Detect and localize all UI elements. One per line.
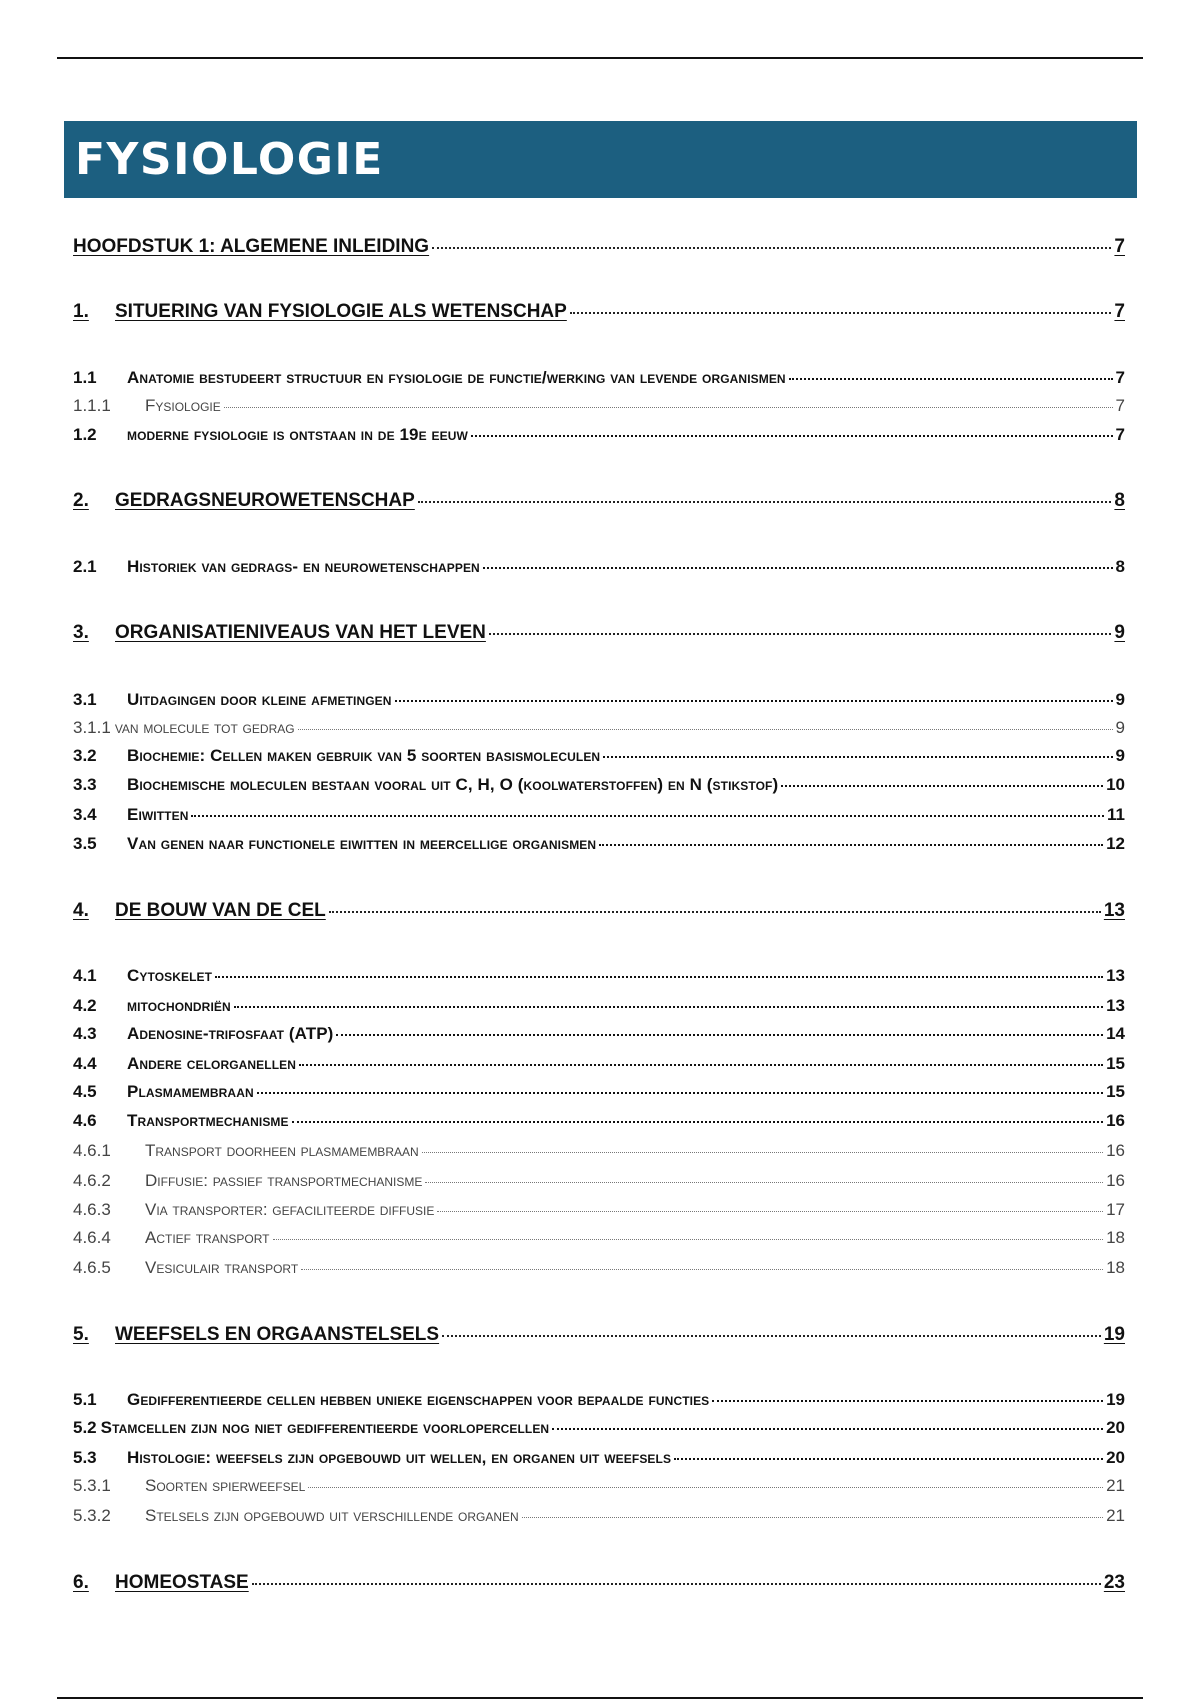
toc-entry-number: 4.6.5 [73, 1258, 111, 1277]
dot-leader [418, 501, 1112, 503]
toc-entry-title: Andere celorganellen [127, 1054, 297, 1073]
toc-entry-page: 9 [1115, 746, 1125, 765]
dot-leader [599, 844, 1103, 846]
toc-entry-page: 12 [1106, 834, 1125, 853]
toc-entry[interactable] [73, 1476, 1125, 1496]
dot-leader [299, 1064, 1103, 1066]
toc-entry[interactable] [73, 1171, 1125, 1191]
toc-entry[interactable] [73, 1506, 1125, 1526]
toc-entry-page: 20 [1106, 1418, 1125, 1437]
toc-entry-number: 3.4 [73, 805, 97, 824]
toc-entry[interactable] [73, 900, 1125, 922]
toc-entry-page: 10 [1106, 775, 1125, 794]
dot-leader [224, 407, 1113, 408]
toc-entry-title: Transport doorheen plasmamembraan [145, 1141, 419, 1160]
dot-leader [471, 435, 1113, 437]
toc-entry-number: 3.5 [73, 834, 97, 853]
toc-entry-title: Anatomie bestudeert structuur en fysiologie de functie/werking van levende organismen [127, 368, 786, 387]
toc-entry-number: 3.1.1 [73, 718, 111, 737]
toc-entry-title: Stamcellen zijn nog niet gedifferentieerde voorlopercellen [100, 1418, 550, 1437]
toc-entry-page: 15 [1106, 1054, 1125, 1073]
toc-entry-number: 4. [73, 900, 89, 921]
dot-leader [442, 1335, 1101, 1337]
toc-entry-page: 13 [1106, 966, 1125, 985]
toc-entry-title: Biochemische moleculen bestaan vooral uit C, H, O (koolwaterstoffen) en N (stikstof) [127, 775, 779, 794]
toc-entry-number: 2.1 [73, 557, 97, 576]
toc-entry-title: WEEFSELS EN ORGAANSTELSELS [115, 1324, 440, 1345]
dot-leader [489, 633, 1112, 635]
dot-leader [603, 756, 1112, 758]
dot-leader [298, 729, 1113, 730]
toc-entry-number: 1.1 [73, 368, 97, 387]
dot-leader [191, 815, 1104, 817]
toc-entry-title: Histologie: weefsels zijn opgebouwd uit wellen, en organen uit weefsels [127, 1448, 672, 1467]
toc-entry-page: 19 [1106, 1390, 1125, 1409]
toc-entry-number: 3.1 [73, 690, 97, 709]
toc-entry[interactable] [73, 396, 1125, 416]
toc-entry-page: 21 [1106, 1476, 1125, 1495]
toc-entry[interactable] [73, 746, 1125, 766]
toc-entry-title: Historiek van gedrags- en neurowetenschappen [127, 557, 480, 576]
toc-entry-page: 18 [1106, 1228, 1125, 1247]
toc-entry[interactable] [73, 1228, 1125, 1248]
toc-entry[interactable] [73, 1390, 1125, 1410]
toc-entry-title: Actief transport [145, 1228, 270, 1247]
toc-entry[interactable] [73, 1258, 1125, 1278]
toc-entry-page: 16 [1106, 1111, 1125, 1130]
toc-entry-title: Transportmechanisme [127, 1111, 289, 1130]
dot-leader [432, 247, 1111, 249]
toc-entry-page: 16 [1106, 1171, 1125, 1190]
toc-entry-page: 7 [1115, 425, 1125, 444]
toc-entry-title: HOMEOSTASE [115, 1572, 249, 1593]
toc-entry[interactable] [73, 1324, 1125, 1346]
toc-entry-number: 5.1 [73, 1390, 97, 1409]
toc-entry-page: 18 [1106, 1258, 1125, 1277]
toc-entry-title: Van genen naar functionele eiwitten in meercellige organismen [127, 834, 597, 853]
toc-entry[interactable] [73, 1054, 1125, 1074]
toc-entry-number: 5.3 [73, 1448, 97, 1467]
toc-entry-title: Cytoskelet [127, 966, 213, 985]
toc-entry[interactable] [73, 805, 1125, 825]
toc-entry[interactable] [73, 1448, 1125, 1468]
dot-leader [395, 700, 1113, 702]
toc-entry[interactable] [73, 490, 1125, 512]
toc-entry-number: 5.3.1 [73, 1476, 111, 1495]
toc-entry[interactable] [73, 1572, 1125, 1594]
toc-entry[interactable] [73, 775, 1125, 795]
dot-leader [252, 1583, 1101, 1585]
dot-leader [425, 1182, 1103, 1183]
toc-entry-number: 3.3 [73, 775, 97, 794]
toc-entry-page: 13 [1106, 996, 1125, 1015]
toc-entry-title: Soorten spierweefsel [145, 1476, 306, 1495]
toc-entry[interactable] [73, 718, 1125, 738]
toc-entry-page: 9 [1114, 622, 1125, 643]
toc-entry-page: 20 [1106, 1448, 1125, 1467]
dot-leader [522, 1517, 1103, 1518]
toc-entry[interactable] [73, 1111, 1125, 1131]
toc-entry-title: Stelsels zijn opgebouwd uit verschillende organen [145, 1506, 519, 1525]
toc-entry[interactable] [73, 622, 1125, 644]
toc-entry-page: 7 [1114, 236, 1125, 257]
toc-entry-page: 7 [1115, 396, 1125, 415]
toc-entry-number: 5.3.2 [73, 1506, 111, 1525]
document-title: FYSIOLOGIE [75, 134, 384, 185]
toc-entry-page: 21 [1106, 1506, 1125, 1525]
toc-entry[interactable] [73, 368, 1125, 388]
toc-entry-number: 4.5 [73, 1082, 97, 1101]
toc-entry-number: 3. [73, 622, 89, 643]
toc-entry-page: 14 [1106, 1024, 1125, 1043]
toc-entry-page: 19 [1103, 1324, 1125, 1345]
dot-leader [329, 911, 1101, 913]
toc-entry-title: mitochondriën [127, 996, 231, 1015]
toc-entry-page: 8 [1115, 557, 1125, 576]
dot-leader [674, 1458, 1103, 1460]
dot-leader [234, 1006, 1103, 1008]
toc-entry-number: 2. [73, 490, 89, 511]
dot-leader [257, 1092, 1103, 1094]
toc-entry-title: DE BOUW VAN DE CEL [115, 900, 326, 921]
toc-entry-page: 17 [1106, 1200, 1125, 1219]
dot-leader [781, 785, 1103, 787]
toc-entry-number: 4.1 [73, 966, 97, 985]
dot-leader [215, 976, 1103, 978]
toc-entry-title: HOOFDSTUK 1: ALGEMENE INLEIDING [73, 236, 430, 257]
toc-entry-title: Gedifferentieerde cellen hebben unieke eigenschappen voor bepaalde functies [127, 1390, 710, 1409]
toc-entry[interactable] [73, 425, 1125, 445]
toc-entry-title: Eiwitten [127, 805, 189, 824]
toc-entry-number: 1. [73, 301, 89, 322]
toc-entry-number: 4.3 [73, 1024, 97, 1043]
dot-leader [437, 1211, 1103, 1212]
toc-entry[interactable] [73, 1024, 1125, 1044]
dot-leader [483, 567, 1113, 569]
toc-entry-page: 9 [1115, 690, 1125, 709]
toc-entry[interactable] [73, 236, 1125, 258]
toc-entry[interactable] [73, 834, 1125, 854]
top-rule [57, 57, 1143, 59]
toc-entry[interactable] [73, 966, 1125, 986]
dot-leader [712, 1400, 1103, 1402]
toc-entry-title: GEDRAGSNEUROWETENSCHAP [115, 490, 415, 511]
toc-entry-title: Via transporter: gefaciliteerde diffusie [145, 1200, 435, 1219]
dot-leader [301, 1269, 1103, 1270]
dot-leader [273, 1239, 1104, 1240]
toc-entry[interactable] [73, 1082, 1125, 1102]
toc-entry-number: 4.6.4 [73, 1228, 111, 1247]
toc-entry-title: Biochemie: Cellen maken gebruik van 5 soorten basismoleculen [127, 746, 601, 765]
title-banner [64, 121, 1137, 198]
dot-leader [336, 1034, 1103, 1036]
toc-entry-page: 8 [1114, 490, 1125, 511]
dot-leader [422, 1152, 1103, 1153]
toc-entry-number: 4.4 [73, 1054, 97, 1073]
toc-entry[interactable] [73, 301, 1125, 323]
dot-leader [552, 1428, 1103, 1430]
toc-entry[interactable] [73, 1141, 1125, 1161]
toc-entry[interactable] [73, 1200, 1125, 1220]
toc-entry-title: moderne fysiologie is ontstaan in de 19e eeuw [127, 425, 468, 444]
toc-entry-page: 23 [1103, 1572, 1125, 1593]
toc-entry-number: 4.6 [73, 1111, 97, 1130]
toc-entry[interactable] [73, 557, 1125, 577]
toc-entry-number: 4.6.2 [73, 1171, 111, 1190]
dot-leader [292, 1121, 1103, 1123]
toc-entry-page: 13 [1103, 900, 1125, 921]
toc-entry-title: Plasmamembraan [127, 1082, 254, 1101]
toc-entry-number: 4.2 [73, 996, 97, 1015]
toc-entry-number: 4.6.3 [73, 1200, 111, 1219]
toc-entry-title: Uitdagingen door kleine afmetingen [127, 690, 392, 709]
toc-entry[interactable] [73, 1418, 1125, 1438]
toc-entry-title: van molecule tot gedrag [114, 718, 295, 737]
toc-entry-page: 11 [1107, 805, 1125, 824]
toc-entry-page: 16 [1106, 1141, 1125, 1160]
dot-leader [308, 1487, 1103, 1488]
toc-entry-number: 5.2 [73, 1418, 97, 1437]
toc-entry[interactable] [73, 690, 1125, 710]
toc-entry-title: Adenosine-trifosfaat (ATP) [127, 1024, 334, 1043]
toc-entry-title: Vesiculair transport [145, 1258, 299, 1277]
bottom-rule [57, 1697, 1143, 1699]
toc-entry-page: 7 [1115, 368, 1125, 387]
toc-entry-number: 1.2 [73, 425, 97, 444]
toc-entry-number: 5. [73, 1324, 89, 1345]
dot-leader [789, 378, 1113, 380]
toc-entry-number: 1.1.1 [73, 396, 111, 415]
toc-entry-number: 3.2 [73, 746, 97, 765]
dot-leader [570, 312, 1112, 314]
toc-entry-number: 6. [73, 1572, 89, 1593]
toc-entry-page: 15 [1106, 1082, 1125, 1101]
toc-entry-page: 9 [1115, 718, 1125, 737]
toc-entry-title: Diffusie: passief transportmechanisme [145, 1171, 423, 1190]
toc-entry-title: ORGANISATIENIVEAUS VAN HET LEVEN [115, 622, 486, 643]
toc-entry-page: 7 [1114, 301, 1125, 322]
toc-entry-title: SITUERING VAN FYSIOLOGIE ALS WETENSCHAP [115, 301, 567, 322]
toc-entry-number: 4.6.1 [73, 1141, 111, 1160]
toc-entry[interactable] [73, 996, 1125, 1016]
toc-entry-title: Fysiologie [145, 396, 221, 415]
